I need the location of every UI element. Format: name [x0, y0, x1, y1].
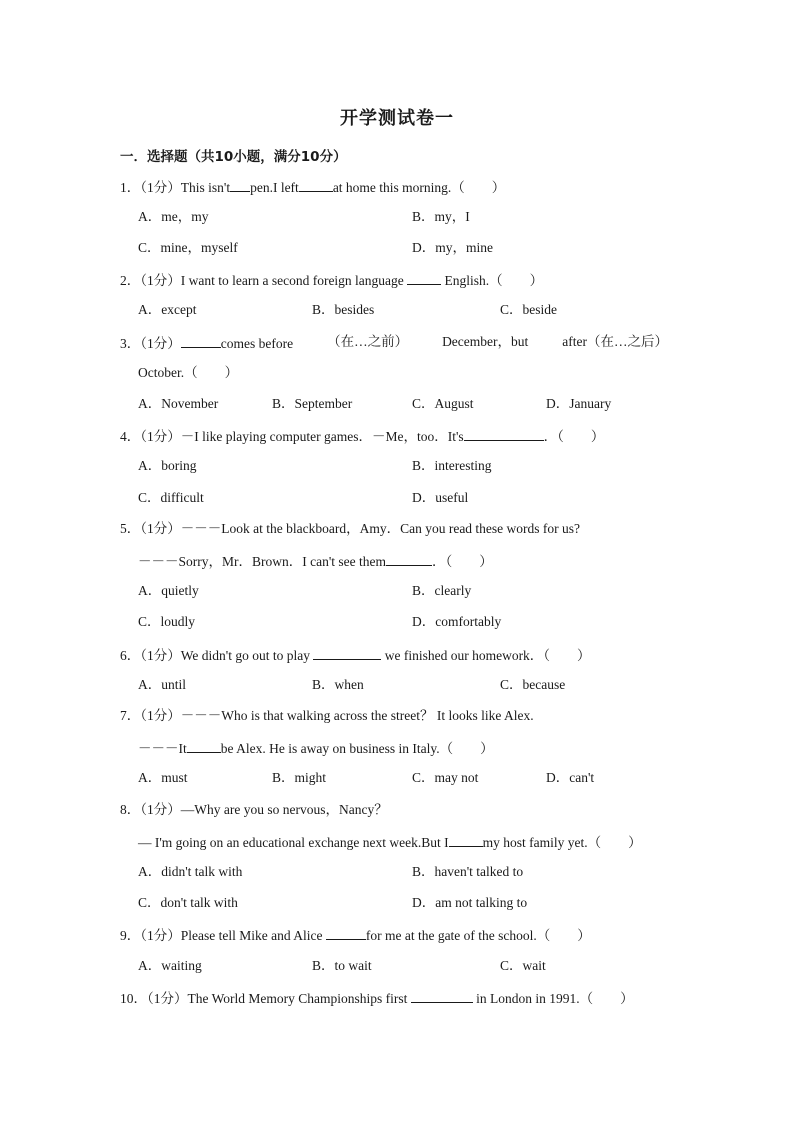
question-8: 8．（1分）—Why are you so nervous，Nancy？ — [120, 802, 388, 817]
question-6: 6．（1分）We didn't go out to play we finished our homework．（ ） — [120, 645, 591, 665]
answer-blank — [326, 925, 366, 940]
option-a: A．boring — [138, 458, 197, 473]
question-10: 10．（1分）The World Memory Championships first in London in 1991.（ ） — [120, 988, 634, 1008]
option-d: D．can't — [546, 770, 595, 785]
question-7: 7．（1分）－－－Who is that walking across the street？ It looks like Alex. — [120, 708, 534, 723]
option-b: B．September — [272, 396, 353, 411]
option-a: A．except — [138, 302, 197, 317]
question-1: 1．（1分）This isn't pen.I left at home this morning.（ ） — [120, 177, 505, 197]
option-b: B．my，I — [412, 209, 470, 224]
answer-blank — [313, 645, 381, 660]
option-a: A．until — [138, 677, 187, 692]
question-4: 4．（1分）－I like playing computer games．－Me，too．It's ．（ ） — [120, 426, 604, 446]
option-b: B．might — [272, 770, 327, 785]
answer-blank — [411, 988, 473, 1003]
answer-blank — [464, 426, 544, 441]
option-c: C．August — [412, 396, 474, 411]
option-a: A．waiting — [138, 958, 202, 973]
option-c: C．difficult — [138, 490, 204, 505]
option-c: C．mine，myself — [138, 240, 238, 255]
option-b: B．haven't talked to — [412, 864, 524, 879]
question-7-continuation: －－－It be Alex. He is away on business in Italy.（ ） — [138, 738, 494, 758]
question-3: 3．（1分） comes before （在…之前） December，but after（在…之后） — [120, 334, 668, 351]
option-d: D．January — [546, 396, 612, 411]
option-a: A．didn't talk with — [138, 864, 243, 879]
answer-blank — [187, 738, 221, 753]
answer-blank — [449, 832, 483, 847]
option-a: A．quietly — [138, 583, 199, 598]
option-c: C．because — [500, 677, 566, 692]
option-c: C．wait — [500, 958, 546, 973]
page-title: 开学测试卷一 — [340, 108, 454, 129]
question-5: 5．（1分）－－－Look at the blackboard，Amy．Can you read these words for us? — [120, 521, 581, 536]
answer-blank — [386, 551, 432, 566]
question-3-continuation: October.（ ） — [138, 365, 239, 380]
answer-blank — [230, 177, 250, 192]
option-c: C．may not — [412, 770, 479, 785]
question-9: 9．（1分）Please tell Mike and Alice for me at the gate of the school.（ ） — [120, 925, 591, 945]
option-b: B．besides — [312, 302, 375, 317]
option-b: B．clearly — [412, 583, 472, 598]
answer-blank — [407, 270, 441, 285]
answer-blank — [299, 177, 333, 192]
option-b: B．interesting — [412, 458, 492, 473]
option-c: C．don't talk with — [138, 895, 238, 910]
option-d: D．useful — [412, 490, 469, 505]
option-b: B．when — [312, 677, 364, 692]
question-5-continuation: －－－Sorry，Mr．Brown．I can't see them ．（ ） — [138, 551, 493, 571]
option-d: D．my，mine — [412, 240, 493, 255]
option-d: D．am not talking to — [412, 895, 528, 910]
section-heading: 一．选择题（共10小题，满分10分） — [120, 149, 347, 165]
option-c: C．loudly — [138, 614, 196, 629]
question-2: 2．（1分）I want to learn a second foreign language English.（ ） — [120, 270, 543, 290]
option-a: A．November — [138, 396, 219, 411]
option-c: C．beside — [500, 302, 557, 317]
answer-blank — [181, 333, 221, 348]
option-a: A．must — [138, 770, 188, 785]
option-d: D．comfortably — [412, 614, 502, 629]
option-a: A．me，my — [138, 209, 209, 224]
option-b: B．to wait — [312, 958, 372, 973]
question-8-continuation: — I'm going on an educational exchange next week.But I my host family yet.（ ） — [138, 832, 642, 852]
